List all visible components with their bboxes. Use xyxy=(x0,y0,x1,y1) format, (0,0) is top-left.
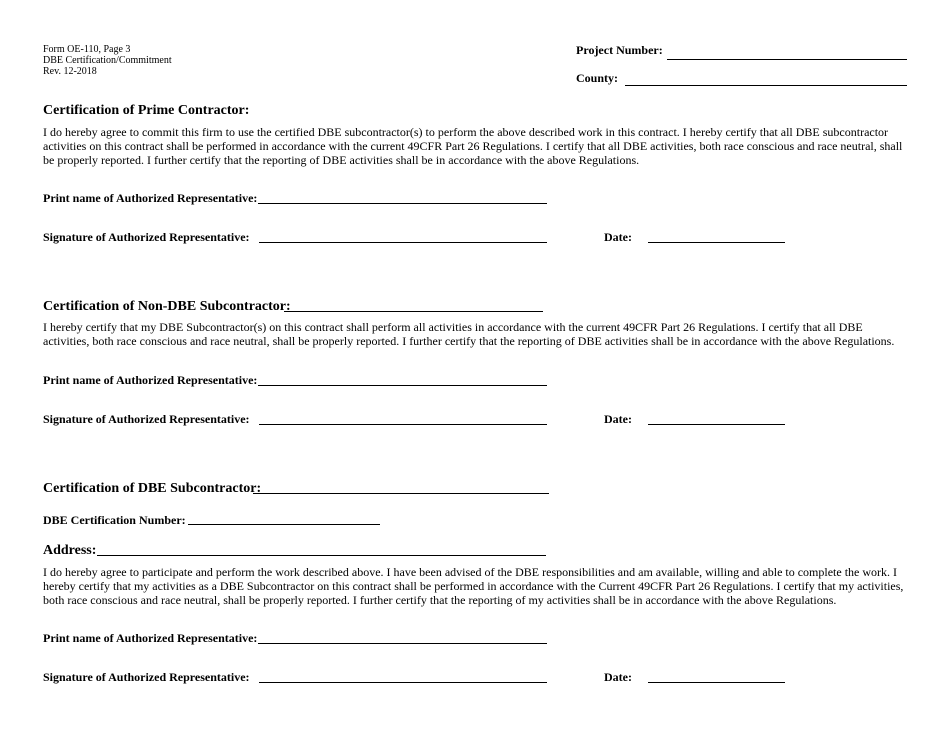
county-label: County: xyxy=(576,71,619,85)
prime-signature-field[interactable] xyxy=(259,242,547,243)
prime-certification-text: I do hereby agree to commit this firm to use the certified DBE subcontractor(s) to perform the above described work in this contract. I hereby certify that all DBE subcontractor activities on this contract shall be performed in accordance with the current 49CFR Part 26 Regulations. I certify that all DBE activities, both race conscious and race neutral, shall be properly reported. I further certify that the reporting of DBE activities shall be in accordance with the above Regulations. xyxy=(43,125,903,167)
prime-print-name-label: Print name of Authorized Representative: xyxy=(43,191,258,205)
dbe-date-field[interactable] xyxy=(648,682,785,683)
prime-section-title: Certification of Prime Contractor: xyxy=(43,103,250,118)
prime-print-name-field[interactable] xyxy=(258,203,547,204)
form-number: Form OE-110, Page 3 xyxy=(43,44,131,55)
dbe-section-title: Certification of DBE Subcontractor: xyxy=(43,481,262,496)
county-field[interactable] xyxy=(625,85,907,86)
non-dbe-print-name-field[interactable] xyxy=(258,385,547,386)
non-dbe-print-name-label: Print name of Authorized Representative: xyxy=(43,373,258,387)
project-number-field[interactable] xyxy=(667,59,907,60)
non-dbe-section-title: Certification of Non-DBE Subcontractor: xyxy=(43,299,291,314)
dbe-date-label: Date: xyxy=(604,670,632,684)
form-revision: Rev. 12-2018 xyxy=(43,66,97,77)
project-number-label: Project Number: xyxy=(576,43,663,57)
prime-date-label: Date: xyxy=(604,230,632,244)
dbe-address-label: Address: xyxy=(43,543,97,558)
non-dbe-signature-label: Signature of Authorized Representative: xyxy=(43,412,250,426)
non-dbe-date-field[interactable] xyxy=(648,424,785,425)
dbe-name-field[interactable] xyxy=(253,493,549,494)
prime-signature-label: Signature of Authorized Representative: xyxy=(43,230,250,244)
dbe-certification-text: I do hereby agree to participate and perform the work described above. I have been advised of the DBE responsibilities and am available, willing and able to complete the work. I hereby certify that my activities as a DBE Subcontractor on this contract shall be performed in accordance with the Current 49CFR Part 26 Regulations. I certify that my activities, both race conscious and race neutral, shall be properly reported. I further certify that the reporting of my activities shall be in accordance with the above Regulations. xyxy=(43,565,904,607)
prime-date-field[interactable] xyxy=(648,242,785,243)
dbe-print-name-label: Print name of Authorized Representative: xyxy=(43,631,258,645)
dbe-address-field[interactable] xyxy=(97,555,546,556)
dbe-cert-number-label: DBE Certification Number: xyxy=(43,513,186,527)
non-dbe-date-label: Date: xyxy=(604,412,632,426)
non-dbe-name-field[interactable] xyxy=(284,311,543,312)
dbe-signature-field[interactable] xyxy=(259,682,547,683)
dbe-print-name-field[interactable] xyxy=(258,643,547,644)
dbe-signature-label: Signature of Authorized Representative: xyxy=(43,670,250,684)
non-dbe-certification-text: I hereby certify that my DBE Subcontractor(s) on this contract shall perform all activities in accordance with the current 49CFR Part 26 Regulations. I certify that all DBE activities, both race conscious and race neutral, shall be properly reported. I further certify that the reporting of DBE activities shall be in accordance with the above Regulations. xyxy=(43,320,895,348)
non-dbe-signature-field[interactable] xyxy=(259,424,547,425)
dbe-cert-number-field[interactable] xyxy=(188,524,380,525)
form-title: DBE Certification/Commitment xyxy=(43,55,172,66)
